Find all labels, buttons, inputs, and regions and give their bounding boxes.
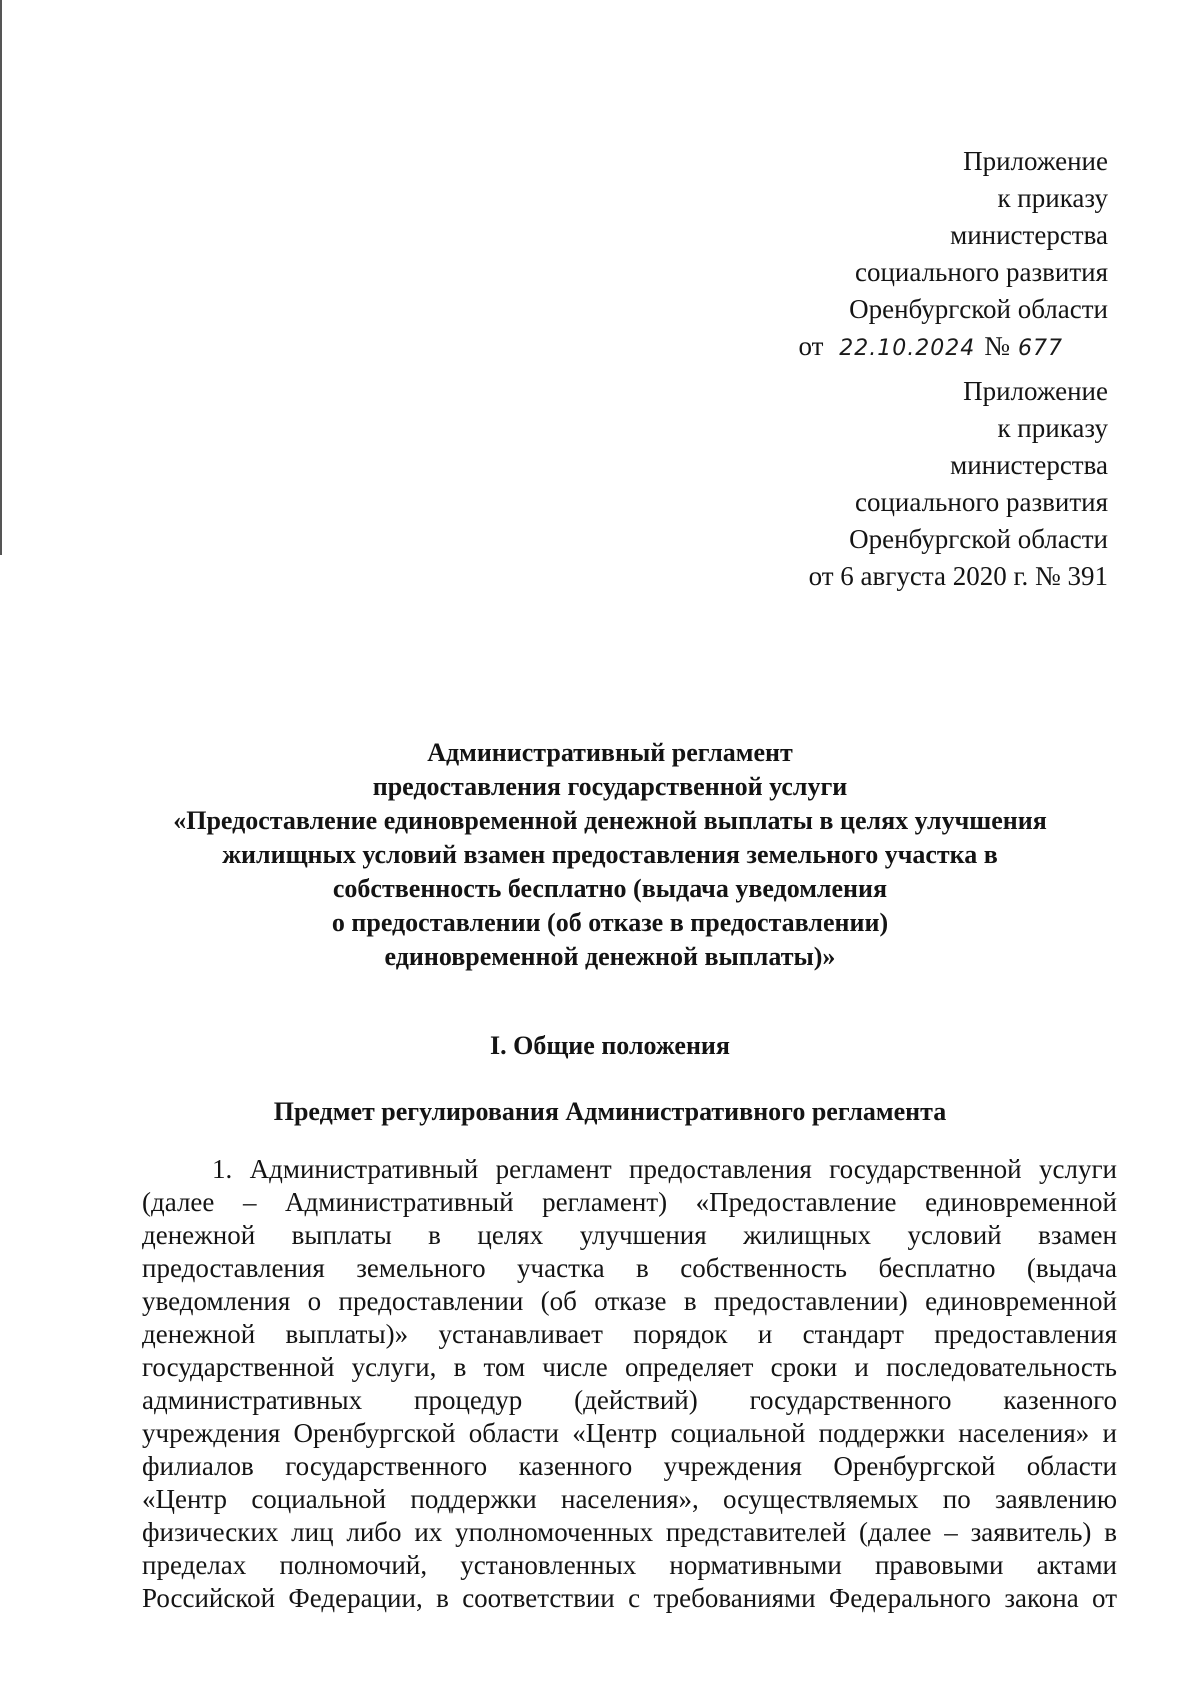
paragraph-line: пределах полномочий, установленных нормативными правовыми актами xyxy=(142,1550,1117,1580)
appendix-line: министерства xyxy=(950,220,1108,250)
paragraph-line: филиалов государственного казенного учреждения Оренбургской области xyxy=(142,1451,1117,1481)
paragraph-line: 1. Административный регламент предоставления государственной услуги xyxy=(212,1154,1117,1184)
title-line: «Предоставление единовременной денежной выплаты в целях улучшения xyxy=(173,806,1047,835)
paragraph-line: (далее – Административный регламент) «Предоставление единовременной xyxy=(142,1187,1117,1217)
appendix-date-line xyxy=(799,328,1108,367)
title-line: жилищных условий взамен предоставления земельного участка в xyxy=(222,840,998,869)
title-line: о предоставлении (об отказе в предоставлении) xyxy=(331,908,889,937)
title-line: предоставления государственной услуги xyxy=(372,772,848,801)
date-prefix: от xyxy=(798,331,824,361)
appendix-line: к приказу xyxy=(997,413,1108,443)
paragraph-line: денежной выплаты)» устанавливает порядок и стандарт предоставления xyxy=(142,1319,1117,1349)
appendix-original-order xyxy=(809,373,1108,595)
scan-edge-line xyxy=(0,0,2,555)
appendix-line: Оренбургской области xyxy=(849,294,1108,324)
appendix-line: социального развития xyxy=(854,487,1108,517)
appendix-line: Приложение xyxy=(963,376,1108,406)
handwritten-number: 677 xyxy=(1018,336,1063,361)
section-heading: I. Общие положения xyxy=(490,1031,730,1060)
paragraph-line: уведомления о предоставлении (об отказе в предоставлении) единовременной xyxy=(142,1286,1117,1316)
paragraph-line: учреждения Оренбургской области «Центр социальной поддержки населения» и xyxy=(142,1418,1117,1448)
number-sign: № xyxy=(984,331,1010,361)
paragraph-line: административных процедур (действий) государственного казенного xyxy=(142,1385,1117,1415)
appendix-line: от 6 августа 2020 г. № 391 xyxy=(808,561,1108,591)
paragraph-line: государственной услуги, в том числе определяет сроки и последовательность xyxy=(142,1352,1117,1382)
paragraph-line: физических лиц либо их уполномоченных представителей (далее – заявитель) в xyxy=(142,1517,1117,1547)
subsection-heading: Предмет регулирования Административного регламента xyxy=(273,1097,947,1126)
appendix-line: Оренбургской области xyxy=(849,524,1108,554)
paragraph-1 xyxy=(142,1153,1117,1615)
appendix-line: социального развития xyxy=(854,257,1108,287)
appendix-current-order xyxy=(799,143,1108,367)
title-line: собственность бесплатно (выдача уведомления xyxy=(332,874,888,903)
document-title xyxy=(130,736,1090,974)
appendix-line: к приказу xyxy=(997,183,1108,213)
appendix-line: министерства xyxy=(950,450,1108,480)
title-line: Административный регламент xyxy=(427,738,793,767)
handwritten-date: 22.10.2024 xyxy=(839,336,976,361)
paragraph-line: денежной выплаты в целях улучшения жилищных условий взамен xyxy=(142,1220,1117,1250)
paragraph-line: предоставления земельного участка в собственность бесплатно (выдача xyxy=(142,1253,1117,1283)
paragraph-line: «Центр социальной поддержки населения», осуществляемых по заявлению xyxy=(142,1484,1117,1514)
title-line: единовременной денежной выплаты)» xyxy=(384,942,836,971)
paragraph-line: Российской Федерации, в соответствии с требованиями Федерального закона от xyxy=(142,1583,1117,1613)
appendix-line: Приложение xyxy=(963,146,1108,176)
